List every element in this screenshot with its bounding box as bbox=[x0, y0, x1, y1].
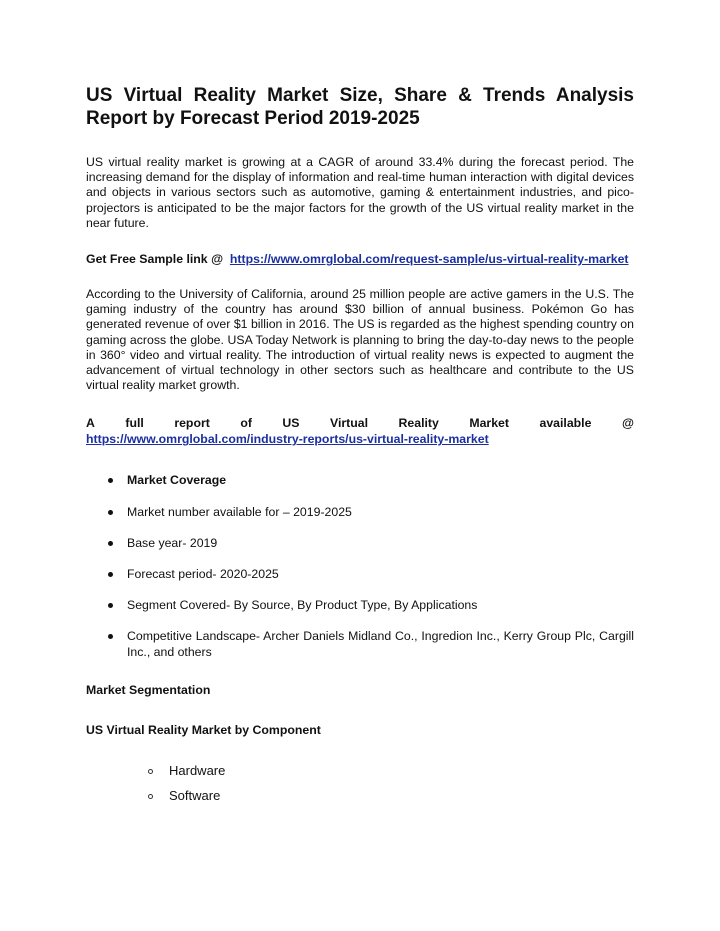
report-line-words bbox=[86, 415, 634, 431]
list-item bbox=[148, 788, 634, 804]
list-item-text: Market number available for – 2019-2025 bbox=[127, 504, 352, 519]
bullet-icon bbox=[108, 572, 113, 577]
list-item-text: Base year- 2019 bbox=[127, 535, 218, 550]
list-item bbox=[108, 629, 634, 659]
report-link-line bbox=[86, 431, 634, 447]
report-word: of bbox=[240, 416, 252, 431]
report-word: Reality bbox=[398, 416, 439, 431]
report-word: @ bbox=[621, 416, 634, 431]
list-item-text: Forecast period- 2020-2025 bbox=[127, 567, 279, 582]
coverage-list bbox=[86, 473, 634, 659]
report-word: report bbox=[174, 416, 210, 431]
component-list bbox=[86, 763, 634, 804]
bullet-icon bbox=[108, 478, 113, 483]
report-word: available bbox=[539, 416, 592, 431]
report-word: Market bbox=[469, 416, 509, 431]
coverage-heading-text: Market Coverage bbox=[127, 473, 227, 488]
report-word: US bbox=[282, 416, 300, 431]
list-item bbox=[108, 598, 634, 613]
circle-bullet-icon bbox=[148, 794, 153, 799]
report-word: Virtual bbox=[330, 416, 369, 431]
body-paragraph: According to the University of California, around 25 million people are active gamers in the U.S. The gaming industry of the country has around $30 billion of annual business. Pokémon Go has generated revenue of over $1 billion in 2016. The US is regarded as the highest spending country on gaming across the globe. USA Today Network is planning to bring the day-to-day news to the people in 360° video and virtual reality. The introduction of virtual reality news is expected to augment the advancement of virtual technology in other sectors such as healthcare and contribute to the US virtual reality market growth. bbox=[86, 287, 634, 393]
bullet-icon bbox=[108, 510, 113, 515]
list-item-text: Software bbox=[169, 787, 221, 803]
coverage-heading bbox=[108, 473, 634, 488]
report-word: full bbox=[125, 416, 144, 431]
list-item-text: Competitive Landscape- Archer Daniels Midland Co., Ingredion Inc., Kerry Group Plc, Cargill Inc., and others bbox=[127, 629, 634, 659]
component-heading: US Virtual Reality Market by Component bbox=[86, 722, 321, 737]
report-word: A bbox=[86, 416, 95, 431]
segmentation-heading: Market Segmentation bbox=[86, 682, 211, 697]
sample-link-line bbox=[86, 251, 634, 267]
sample-link[interactable]: https://www.omrglobal.com/request-sample/us-virtual-reality-market bbox=[229, 252, 629, 267]
circle-bullet-icon bbox=[148, 769, 153, 774]
sample-link-prefix: Get Free Sample link @ bbox=[86, 252, 224, 267]
list-item-text: Hardware bbox=[169, 762, 226, 778]
bullet-icon bbox=[108, 634, 113, 639]
list-item bbox=[108, 567, 634, 582]
list-item bbox=[108, 505, 634, 520]
report-link[interactable]: https://www.omrglobal.com/industry-reports/us-virtual-reality-market bbox=[86, 432, 489, 447]
list-item-text: Segment Covered- By Source, By Product Type, By Applications bbox=[127, 598, 478, 613]
list-item bbox=[148, 763, 634, 779]
page-title: US Virtual Reality Market Size, Share & Trends Analysis Report by Forecast Period 2019-2025 bbox=[86, 85, 634, 129]
bullet-icon bbox=[108, 541, 113, 546]
list-item bbox=[108, 536, 634, 551]
bullet-icon bbox=[108, 603, 113, 608]
intro-paragraph: US virtual reality market is growing at a CAGR of around 33.4% during the forecast period. The increasing demand for the display of information and real-time human interaction with digital devices and objects in various sectors such as automotive, gaming & entertainment industries, and pico-projectors is anticipated to be the major factors for the growth of the US virtual reality market in the near future. bbox=[86, 155, 634, 230]
